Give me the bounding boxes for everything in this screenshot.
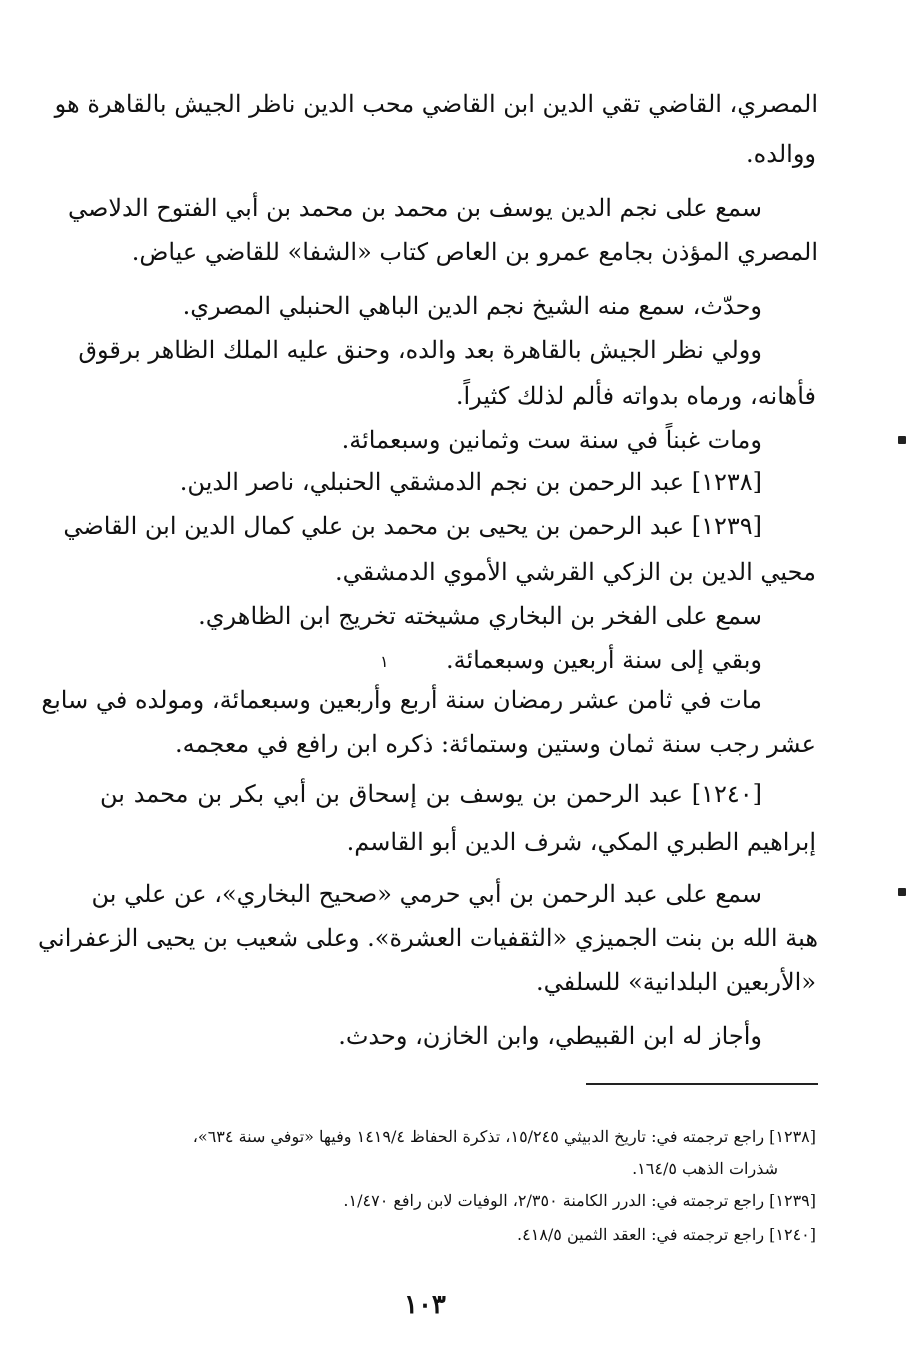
text-line: وحدّث، سمع منه الشيخ نجم الدين الباهي الحنبلي المصري.: [182, 292, 762, 320]
text-line: فأهانه، ورماه بدواته فألم لذلك كثيراً.: [455, 382, 816, 410]
text-line: «الأربعين البلدانية» للسلفي.: [536, 968, 816, 996]
text-line: [١٢٣٨] عبد الرحمن بن نجم الدمشقي الحنبلي، ناصر الدين.: [179, 468, 762, 496]
text-line: سمع على عبد الرحمن بن أبي حرمي «صحيح البخاري»، عن علي بن: [91, 880, 762, 908]
text-line: المصري، القاضي تقي الدين ابن القاضي محب الدين ناظر الجيش بالقاهرة هو: [54, 90, 818, 118]
margin-mark: [898, 436, 906, 444]
text-line: مات في ثامن عشر رمضان سنة أربع وأربعين وسبعمائة، ومولده في سابع: [41, 686, 762, 714]
text-line: محيي الدين بن الزكي القرشي الأموي الدمشقي.: [335, 558, 816, 586]
footnote-line: [١٢٤٠] راجع ترجمته في: العقد الثمين ٤١٨/٥.: [517, 1225, 816, 1244]
text-line: هبة الله بن بنت الجميزي «الثقفيات العشرة». وعلى شعيب بن يحيى الزعفراني: [38, 924, 818, 952]
text-line: وولي نظر الجيش بالقاهرة بعد والده، وحنق عليه الملك الظاهر برقوق: [78, 336, 762, 364]
text-line: إبراهيم الطبري المكي، شرف الدين أبو القاسم.: [346, 828, 816, 856]
text-line: ووالده.: [746, 140, 816, 168]
text-line: عشر رجب سنة ثمان وستين وستمائة: ذكره ابن رافع في معجمه.: [174, 730, 816, 758]
footnote-line: شذرات الذهب ١٦٤/٥.: [632, 1159, 778, 1178]
footnote-separator: [586, 1083, 818, 1085]
text-line: وأجاز له ابن القبيطي، وابن الخازن، وحدث.: [338, 1022, 762, 1050]
text-line: ومات غبناً في سنة ست وثمانين وسبعمائة.: [341, 426, 762, 454]
text-line: وبقي إلى سنة أربعين وسبعمائة.: [445, 646, 762, 674]
text-line: [١٢٣٩] عبد الرحمن بن يحيى بن محمد بن علي كمال الدين ابن القاضي: [63, 512, 762, 540]
margin-mark: [898, 888, 906, 896]
text-line: [١٢٤٠] عبد الرحمن بن يوسف بن إسحاق بن أبي بكر بن محمد بن: [100, 780, 762, 808]
footnote-line: [١٢٣٨] راجع ترجمته في: تاريخ الدبيثي ١٥/٢٤٥، تذكرة الحفاظ ١٤١٩/٤ وفيها «توفي سنة ٦٣٤»،: [192, 1127, 816, 1146]
page-number: ١٠٣: [404, 1290, 446, 1320]
text-line: المصري المؤذن بجامع عمرو بن العاص كتاب «الشفا» للقاضي عياض.: [131, 238, 818, 266]
text-line: سمع على نجم الدين يوسف بن محمد بن محمد بن أبي الفتوح الدلاصي: [67, 194, 762, 222]
text-line: سمع على الفخر بن البخاري مشيخته تخريج ابن الظاهري.: [198, 602, 762, 630]
marginal-number: ١: [380, 652, 389, 671]
footnote-line: [١٢٣٩] راجع ترجمته في: الدرر الكامنة ٢/٣٥٠، الوفيات لابن رافع ١/٤٧٠.: [343, 1191, 816, 1210]
